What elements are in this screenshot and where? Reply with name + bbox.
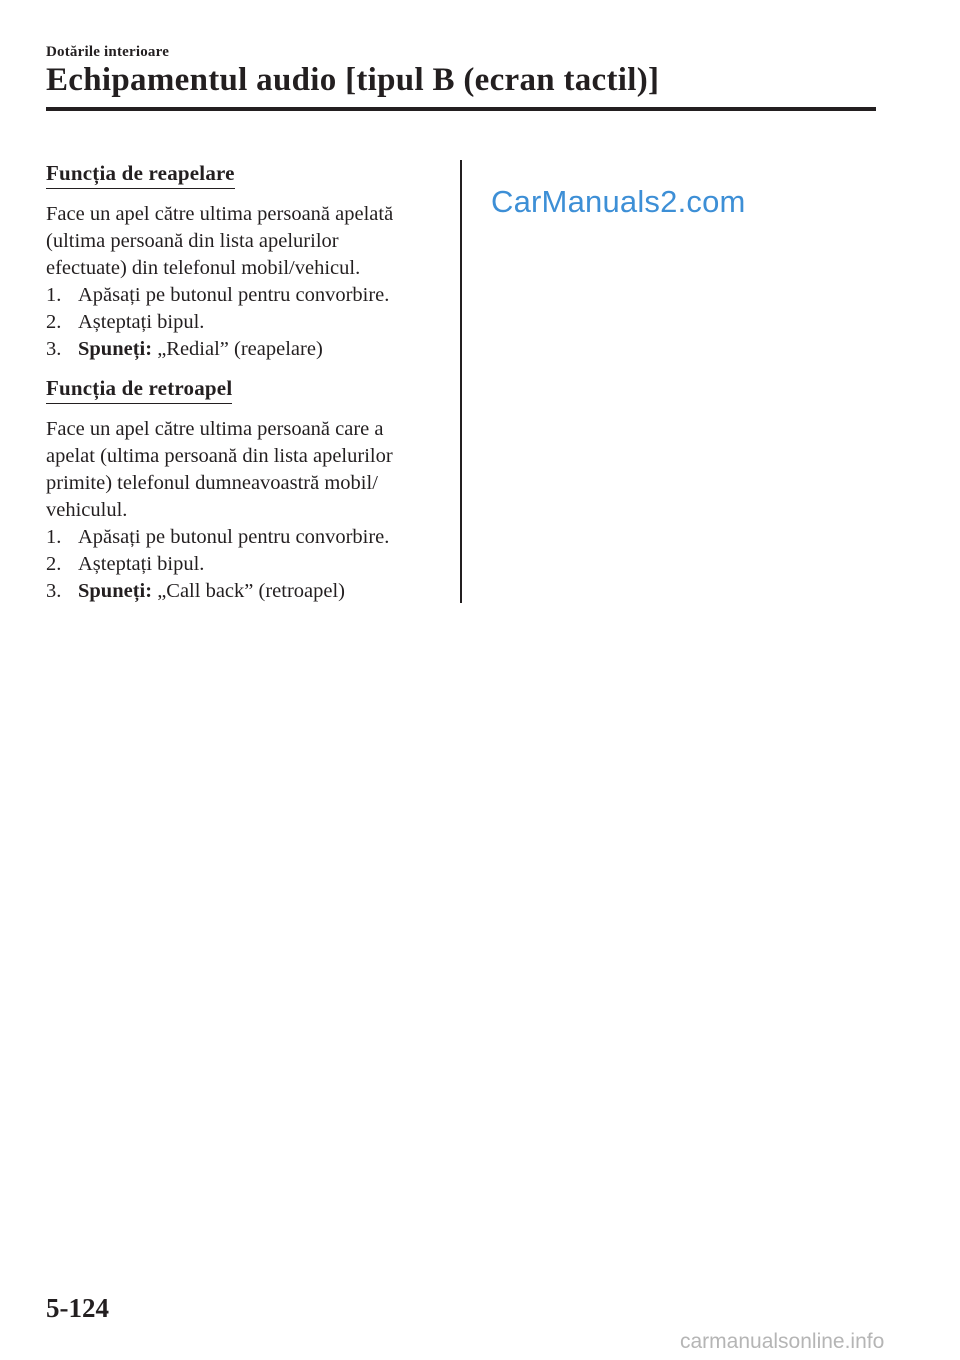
- column-divider: [460, 160, 462, 603]
- step-number: 2.: [46, 311, 62, 333]
- page-title: Echipamentul audio [tipul B (ecran tactil)]: [46, 62, 660, 98]
- list-item: [46, 282, 446, 309]
- step-text: Apăsați pe butonul pentru convorbire.: [78, 284, 390, 306]
- body-line: primite) telefonul dumneavoastră mobil/: [46, 472, 378, 494]
- step-text: Așteptați bipul.: [78, 311, 205, 333]
- step-bold: Spuneți:: [78, 338, 153, 360]
- list-item: [46, 524, 446, 551]
- step-number: 3.: [46, 338, 62, 360]
- step-number: 2.: [46, 553, 62, 575]
- section-body: [46, 416, 446, 524]
- body-line: vehiculul.: [46, 499, 128, 521]
- step-text: Apăsați pe butonul pentru convorbire.: [78, 526, 390, 548]
- body-line: (ultima persoană din lista apelurilor: [46, 230, 339, 252]
- step-number: 1.: [46, 526, 62, 548]
- section-callback: [46, 375, 446, 605]
- step-text: „Call back” (retroapel): [152, 580, 345, 602]
- body-line: efectuate) din telefonul mobil/vehicul.: [46, 257, 361, 279]
- section-body: [46, 201, 446, 282]
- step-number: 1.: [46, 284, 62, 306]
- step-number: 3.: [46, 580, 62, 602]
- step-text: „Redial” (reapelare): [152, 338, 323, 360]
- title-rule: [46, 107, 876, 111]
- page-number: 5-124: [46, 1293, 109, 1323]
- body-line: Face un apel către ultima persoană apelată: [46, 203, 394, 225]
- body-line: Face un apel către ultima persoană care a: [46, 418, 384, 440]
- list-item: [46, 309, 446, 336]
- section-heading: Funcția de reapelare: [46, 160, 235, 189]
- section-heading: Funcția de retroapel: [46, 375, 232, 404]
- body-line: apelat (ultima persoană din lista apelurilor: [46, 445, 393, 467]
- left-column: [46, 160, 446, 609]
- watermark-link[interactable]: CarManuals2.com: [491, 184, 746, 219]
- steps-list: [46, 524, 446, 605]
- section-redial: [46, 160, 446, 363]
- step-text: Așteptați bipul.: [78, 553, 205, 575]
- footer-watermark[interactable]: carmanualsonline.info: [680, 1330, 885, 1353]
- list-item: [46, 578, 446, 605]
- step-bold: Spuneți:: [78, 580, 153, 602]
- steps-list: [46, 282, 446, 363]
- section-header: Dotările interioare: [46, 44, 170, 60]
- list-item: [46, 551, 446, 578]
- list-item: [46, 336, 446, 363]
